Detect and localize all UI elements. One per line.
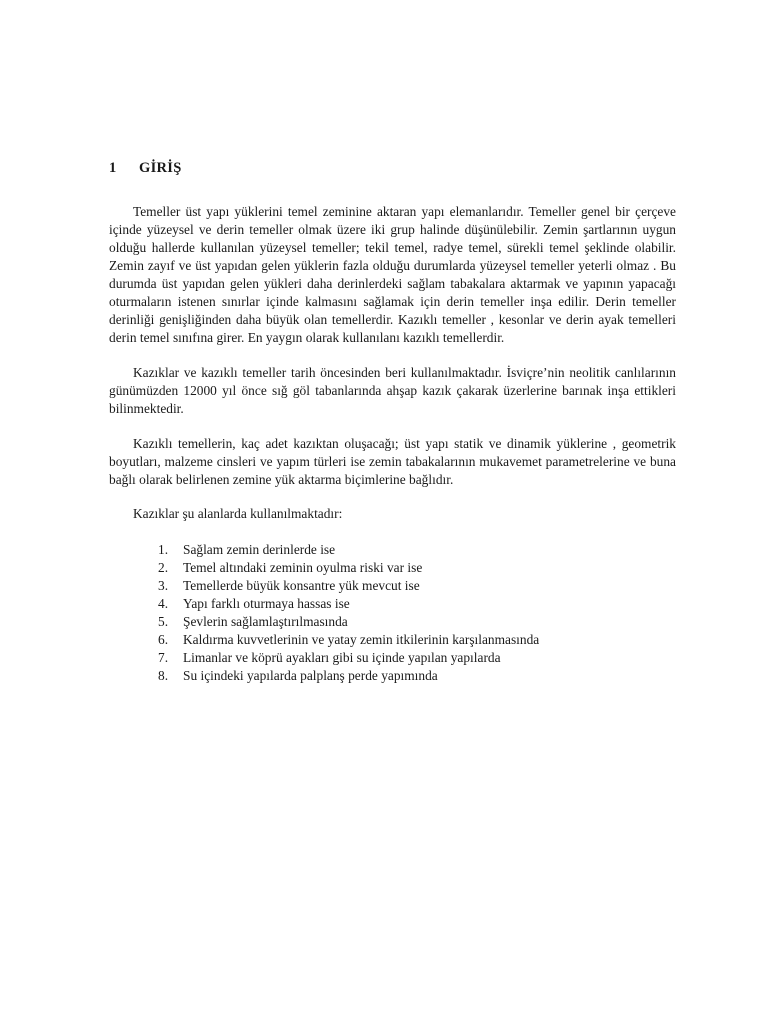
list-item-text: Şevlerin sağlamlaştırılmasında bbox=[183, 614, 348, 629]
list-item-text: Kaldırma kuvvetlerinin ve yatay zemin itkilerinin karşılanmasında bbox=[183, 632, 540, 647]
list-item bbox=[158, 595, 676, 613]
paragraph-list-intro: Kazıklar şu alanlarda kullanılmaktadır: bbox=[133, 506, 343, 521]
list-item-text: Temel altındaki zeminin oyulma riski var ise bbox=[183, 560, 423, 575]
list-item-number: 8. bbox=[158, 668, 169, 683]
list-item bbox=[158, 541, 676, 559]
list-item-number: 6. bbox=[158, 632, 169, 647]
list-item-number: 2. bbox=[158, 560, 169, 575]
list-item bbox=[158, 631, 676, 649]
section-number: 1 bbox=[109, 160, 117, 176]
list-item bbox=[158, 667, 676, 685]
list-item-number: 3. bbox=[158, 578, 169, 593]
section-heading bbox=[109, 160, 182, 177]
section-title: GİRİŞ bbox=[139, 160, 182, 176]
list-item-number: 4. bbox=[158, 596, 169, 611]
list-item-text: Limanlar ve köprü ayakları gibi su içinde yapılan yapılarda bbox=[183, 650, 501, 665]
list-item-text: Su içindeki yapılarda palplanş perde yapımında bbox=[183, 668, 438, 683]
list-item-text: Yapı farklı oturmaya hassas ise bbox=[183, 596, 350, 611]
usage-list bbox=[109, 541, 676, 685]
document-body bbox=[109, 203, 676, 685]
list-item bbox=[158, 613, 676, 631]
list-item-number: 5. bbox=[158, 614, 169, 629]
list-item bbox=[158, 559, 676, 577]
list-item-number: 7. bbox=[158, 650, 169, 665]
paragraph-history: Kazıklar ve kazıklı temeller tarih öncesinden beri kullanılmaktadır. İsviçre’nin neolitik canlılarının günümüzden 12000 yıl önce sığ göl tabanlarında ahşap kazık çakarak üzerlerine barınak inşa ettikleri bilinmektedir. bbox=[109, 365, 676, 416]
list-item-text: Sağlam zemin derinlerde ise bbox=[183, 542, 336, 557]
list-item bbox=[158, 577, 676, 595]
paragraph-intro-foundations: Temeller üst yapı yüklerini temel zeminine aktaran yapı elemanlarıdır. Temeller genel bir çerçeve içinde yüzeysel ve derin temeller olmak üzere iki grup halinde düşünülebilir. Zemin şartlarının uygun olduğu hallerde kullanılan yüzeysel temeller; tekil temel, radye temel, sürekli temel şeklinde olabilir. Zemin zayıf ve üst yapıdan gelen yüklerin fazla olduğu durumlarda yüzeysel temeller yeterli olmaz . Bu durumda üst yapıdan gelen yükleri daha derinlerdeki sağlam tabakalara aktarmak ve yapının yapacağı oturmaların istenen sınırlar içinde kalmasını sağlamak için derin temeller inşa edilir. Derin temeller derinliği genişliğinden daha büyük olan temellerdir. Kazıklı temeller , kesonlar ve derin ayak temelleri derin temel sınıfına girer. En yaygın olarak kullanılanı kazıklı temellerdir. bbox=[109, 204, 676, 345]
list-item-text: Temellerde büyük konsantre yük mevcut ise bbox=[183, 578, 420, 593]
paragraph-pile-design: Kazıklı temellerin, kaç adet kazıktan oluşacağı; üst yapı statik ve dinamik yüklerine , geometrik boyutları, malzeme cinsleri ve yapım türleri ise zemin tabakalarının mukavemet parametrelerine ve buna bağlı olarak belirlenen zemine yük aktarma biçimlerine bağlıdır. bbox=[109, 436, 676, 487]
list-item-number: 1. bbox=[158, 542, 169, 557]
list-item bbox=[158, 649, 676, 667]
